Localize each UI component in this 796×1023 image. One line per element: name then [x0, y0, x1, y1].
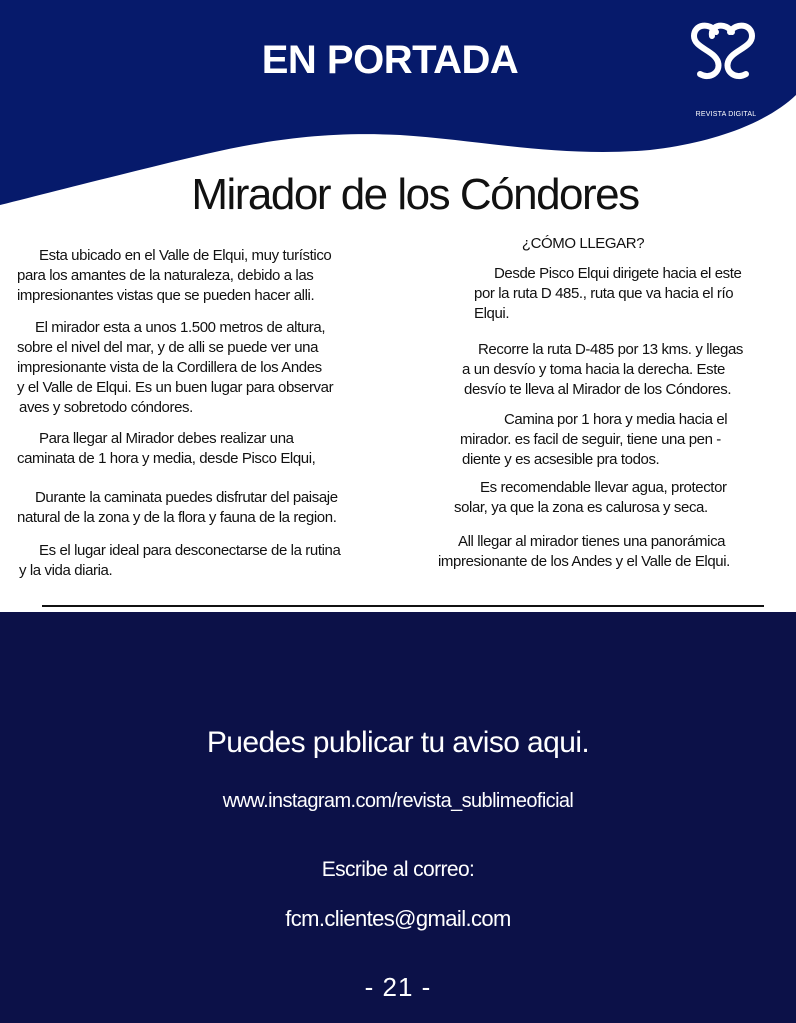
article-title: Mirador de los Cóndores [191, 170, 639, 219]
paragraph-hike: Para llegar al Mirador debes realizar una caminata de 1 hora y media, desde Pisco Elqui, [17, 430, 316, 467]
paragraph-directions: Desde Pisco Elqui dirigete hacia el este por la ruta D 485., ruta que va hacia el río Elqui. [474, 265, 742, 322]
logo-subtitle: REVISTA DIGITAL [695, 111, 757, 118]
paragraph-route: Recorre la ruta D-485 por 13 kms. y llegas a un desvío y toma hacia la derecha. Este desvío te lleva al Mirador de los Cóndores. [462, 341, 743, 398]
how-to-get-heading: ¿CÓMO LLEGAR? [521, 235, 645, 252]
paragraph-ideal: Es el lugar ideal para desconectarse de la rutina y la vida diaria. [19, 542, 341, 579]
paragraph-intro: Esta ubicado en el Valle de Elqui, muy turístico para los amantes de la naturaleza, debido a las impresionantes vistas que se pueden hacer alli. [17, 247, 332, 304]
paragraph-panorama: All llegar al mirador tienes una panorámica impresionante de los Andes y el Valle de Elqui. [438, 533, 730, 570]
paragraph-walk: Camina por 1 hora y media hacia el mirador. es facil de seguir, tiene una pen - diente y es acsesible pra todos. [460, 411, 728, 468]
right-column [438, 0, 796, 600]
email-link[interactable]: fcm.clientes@gmail.com [285, 906, 511, 931]
left-column [17, 0, 417, 600]
paragraph-landscape: Durante la caminata puedes disfrutar del paisaje natural de la zona y de la flora y fauna de la region. [17, 489, 338, 526]
page-number: - 21 - [364, 972, 432, 1002]
section-title: EN PORTADA [261, 38, 519, 82]
paragraph-recommendation: Es recomendable llevar agua, protector solar, ya que la zona es calurosa y seca. [454, 479, 727, 516]
email-label: Escribe al correo: [321, 858, 475, 881]
ad-headline: Puedes publicar tu aviso aqui. [206, 726, 590, 759]
instagram-link[interactable]: www.instagram.com/revista_sublimeoficial [222, 790, 574, 812]
footer-ad-section [0, 612, 796, 1023]
paragraph-altitude: El mirador esta a unos 1.500 metros de altura, sobre el nivel del mar, y de alli se puede ver una impresionante vista de la Cordillera de los Andes y el Valle de Elqui. Es un buen lugar para observar aves y sobretodo cóndores. [17, 319, 334, 416]
divider-line [42, 605, 764, 607]
